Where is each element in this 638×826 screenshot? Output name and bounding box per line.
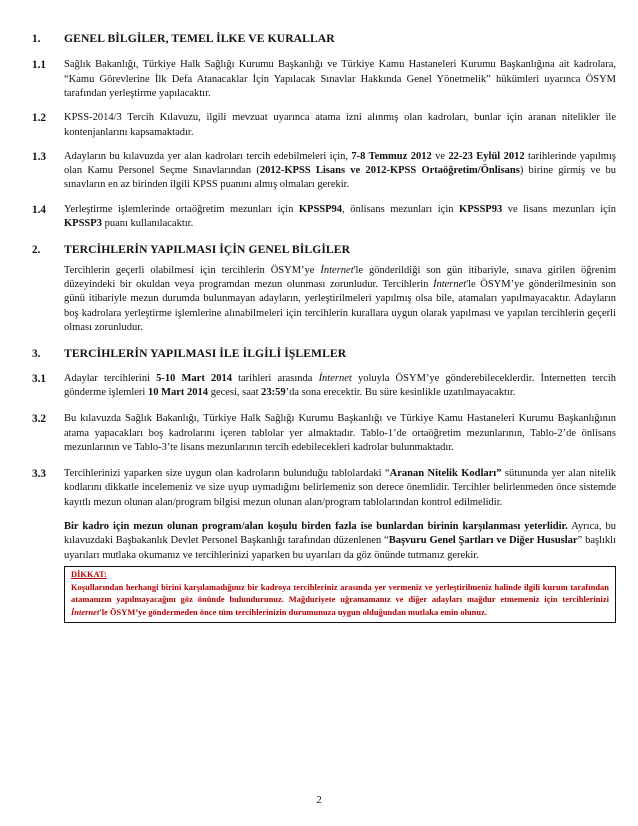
- text-run: tarihleri arasında: [231, 372, 319, 384]
- text-run: ve lisans mezunları için: [502, 203, 616, 215]
- bold-run: KPSSP3: [64, 218, 102, 230]
- section-number: 3.: [32, 348, 41, 361]
- text-run: ’da sona erecektir. Bu süre kesinlikle uzatılmayacaktır.: [285, 386, 516, 398]
- italic-run: İnternet: [320, 264, 354, 276]
- text-run: ve: [431, 150, 449, 162]
- paragraph-text: Bu kılavuzda Sağlık Bakanlığı, Türkiye Halk Sağlığı Kurumu Başkanlığı ve Türkiye Kamu Hastaneleri Kurumu Başkanlığının atama yapacakları boş kadrolarını içeren tablolar yer almaktadır. Tablo-1’de ortaöğretim mezunlarının, Tablo-2’de önlisans mezunlarının ve Tablo-3’te lisans mezunlarının tercih edebilecekleri kadrolar bulunmaktadır.: [64, 413, 616, 453]
- paragraph-text: [64, 467, 616, 510]
- page-number: 2: [316, 794, 322, 806]
- text-run: Ayrıca, bu kılavuzdaki Başbakanlık Devlet Personel Başkanlığı tarafından düzenlenen “: [64, 521, 616, 547]
- text-run: ” başlıklı uyarıları mutlaka okumanız ve tercihlerinizi yaparken bu uyarıları da göz önünde tutmanız gerekir.: [64, 535, 616, 561]
- bold-run: 10 Mart 2014: [147, 386, 209, 398]
- bold-run: 2012-KPSS Lisans ve 2012-KPSS Ortaöğretim/Önlisans: [259, 165, 520, 177]
- bold-run: Aranan Nitelik Kodları”: [389, 468, 502, 480]
- section-title: TERCİHLERİN YAPILMASI İLE İLGİLİ İŞLEMLER: [64, 347, 347, 361]
- text-run: Yerleştirme işlemlerinde ortaöğretim mezunları için: [64, 203, 299, 215]
- warning-title: DİKKAT:: [71, 569, 107, 579]
- text-run: Tercihlerin geçerli olabilmesi için tercihlerin ÖSYM’ye: [64, 264, 321, 276]
- bold-run: KPSSP94: [298, 203, 343, 215]
- section-title: TERCİHLERİN YAPILMASI İÇİN GENEL BİLGİLER: [64, 243, 351, 257]
- paragraph-text: [64, 372, 616, 401]
- bold-run: Başvuru Genel Şartları ve Diğer Hususlar: [388, 535, 578, 547]
- bold-run: 22-23 Eylül 2012: [448, 150, 525, 162]
- paragraph-text-2: [64, 520, 616, 563]
- paragraph-number: 1.4: [32, 203, 46, 216]
- section-title: GENEL BİLGİLER, TEMEL İLKE VE KURALLAR: [64, 32, 335, 45]
- text-run: Koşullarından herhangi birini karşılamadığınız bir kadroya tercihleriniz arasında yer vermeniz ve yerleştirilmeniz halinde ilgili kurum tarafından atamanızın yapılmayacağını göz önünde bulundurunuz. Mağduriyete uğramamanız ve diğer adayları mağdur etmemeniz için tercihlerinizi: [71, 582, 609, 605]
- text-run: 'le gönderildiği son gün itibariyle, sınava girilen öğrenim düzeyindeki bir okuldan veya programdan mezun olunması zorunludur. Tercihlerin: [64, 264, 616, 291]
- paragraph-text: KPSS-2014/3 Tercih Kılavuzu, ilgili mevzuat uyarınca atama izni alınmış olan kadroları, bunlar için aranan nitelikler ile kontenjanlarını kapsamaktadır.: [64, 112, 616, 138]
- italic-run: İnternet: [71, 607, 100, 617]
- text-run: gecesi, saat: [208, 386, 262, 398]
- text-run: 'le ÖSYM’ye gönderilmesinin son günü itibariyle mezun durumda bulunmayan adayların, yerleştirilmeleri yapılmış olsa bile, atamaları yapılmayacaktır. Adayların boş kadrolara yerleştirme işlemlerine alınabilmeleri için tercihlerin kurallara uygun olarak yapılması ve yapılan tercihlerin geçerli olması zorunludur.: [64, 279, 617, 333]
- text-run: , önlisans mezunları için: [342, 203, 460, 215]
- text-run: Tercihlerinizi yaparken size uygun olan kadroların bulunduğu tablolardaki “: [64, 468, 390, 480]
- section-1-heading: [32, 32, 616, 46]
- text-run: Adayların bu kılavuzda yer alan kadroları tercih edebilmeleri için,: [64, 150, 352, 162]
- bold-run: 5-10 Mart 2014: [156, 372, 232, 384]
- paragraph-3-2: [32, 412, 616, 455]
- text-run: tarihlerinde yapılmış olan Kamu Personel Seçme Sınavlarından (: [64, 150, 616, 177]
- paragraph-3-1: [32, 372, 616, 401]
- paragraph-text: Sağlık Bakanlığı, Türkiye Halk Sağlığı Kurumu Başkanlığı ve Türkiye Kamu Hastaneleri Kurumu Başkanlığına ait kadrolara, “Kamu Görevlerine İlk Defa Atanacaklar İçin Yapılacak Sınavlar Hakkında Genel Yönetmelik” hükümleri uyarınca ÖSYM tarafından yerleştirme yapılacaktır.: [64, 59, 616, 99]
- paragraph-3-3: [32, 467, 616, 623]
- paragraph-number: 1.1: [32, 59, 46, 72]
- text-run: puanı kullanılacaktır.: [101, 218, 194, 230]
- text-run: Adaylar tercihlerini: [64, 372, 157, 384]
- text-run: ) birine girmiş ve bu sınavların en az birinden ilgili KPSS puanını almış olmaları gerekir.: [64, 165, 617, 191]
- italic-run: İnternet: [318, 372, 352, 384]
- section-number: 2.: [32, 244, 41, 257]
- text-run: yoluyla ÖSYM’ye gönderebileceklerdir. İnternetten tercih gönderme işlemleri: [64, 372, 616, 398]
- paragraph-1-1: [32, 58, 616, 101]
- warning-text: [71, 582, 609, 620]
- paragraph-2: [32, 264, 616, 335]
- paragraph-number: 1.2: [32, 112, 46, 125]
- italic-run: İnternet: [432, 279, 467, 291]
- paragraph-number: 1.3: [32, 150, 46, 163]
- section-2-heading: [32, 243, 616, 257]
- paragraph-1-4: [32, 203, 616, 232]
- text-run: sütununda yer alan nitelik kodlarını dikkatle incelemeniz ve size uyup uymadığını belirlemeniz son derece önemlidir. Tercihler belirlenmeden önce sistemde kayıtlı mezun olunan alan/program bilgisi mezun olunan alan/program tablolarından kontrol edilmelidir.: [64, 468, 616, 508]
- section-number: 1.: [32, 33, 41, 45]
- paragraph-1-3: [32, 150, 616, 193]
- paragraph-1-2: [32, 111, 616, 140]
- paragraph-number: 3.2: [32, 413, 46, 426]
- warning-box: [64, 566, 616, 623]
- paragraph-number: 3.1: [32, 372, 46, 385]
- bold-run: KPSSP93: [459, 203, 503, 215]
- bold-run: 23:59: [261, 386, 286, 398]
- paragraph-text: [64, 264, 616, 335]
- bold-run: 7-8 Temmuz 2012: [351, 150, 432, 162]
- paragraph-text: [64, 203, 616, 232]
- paragraph-text: [64, 150, 616, 193]
- section-3-heading: [32, 347, 616, 361]
- text-run: 'le ÖSYM’ye göndermeden önce tüm tercihlerinizin durumunuza uygun olduğundan mutlaka emin olunuz.: [99, 607, 487, 617]
- paragraph-number: 3.3: [32, 468, 46, 481]
- bold-run: Bir kadro için mezun olunan program/alan koşulu birden fazla ise bunlardan birinin karşılanması yeterlidir.: [64, 521, 568, 533]
